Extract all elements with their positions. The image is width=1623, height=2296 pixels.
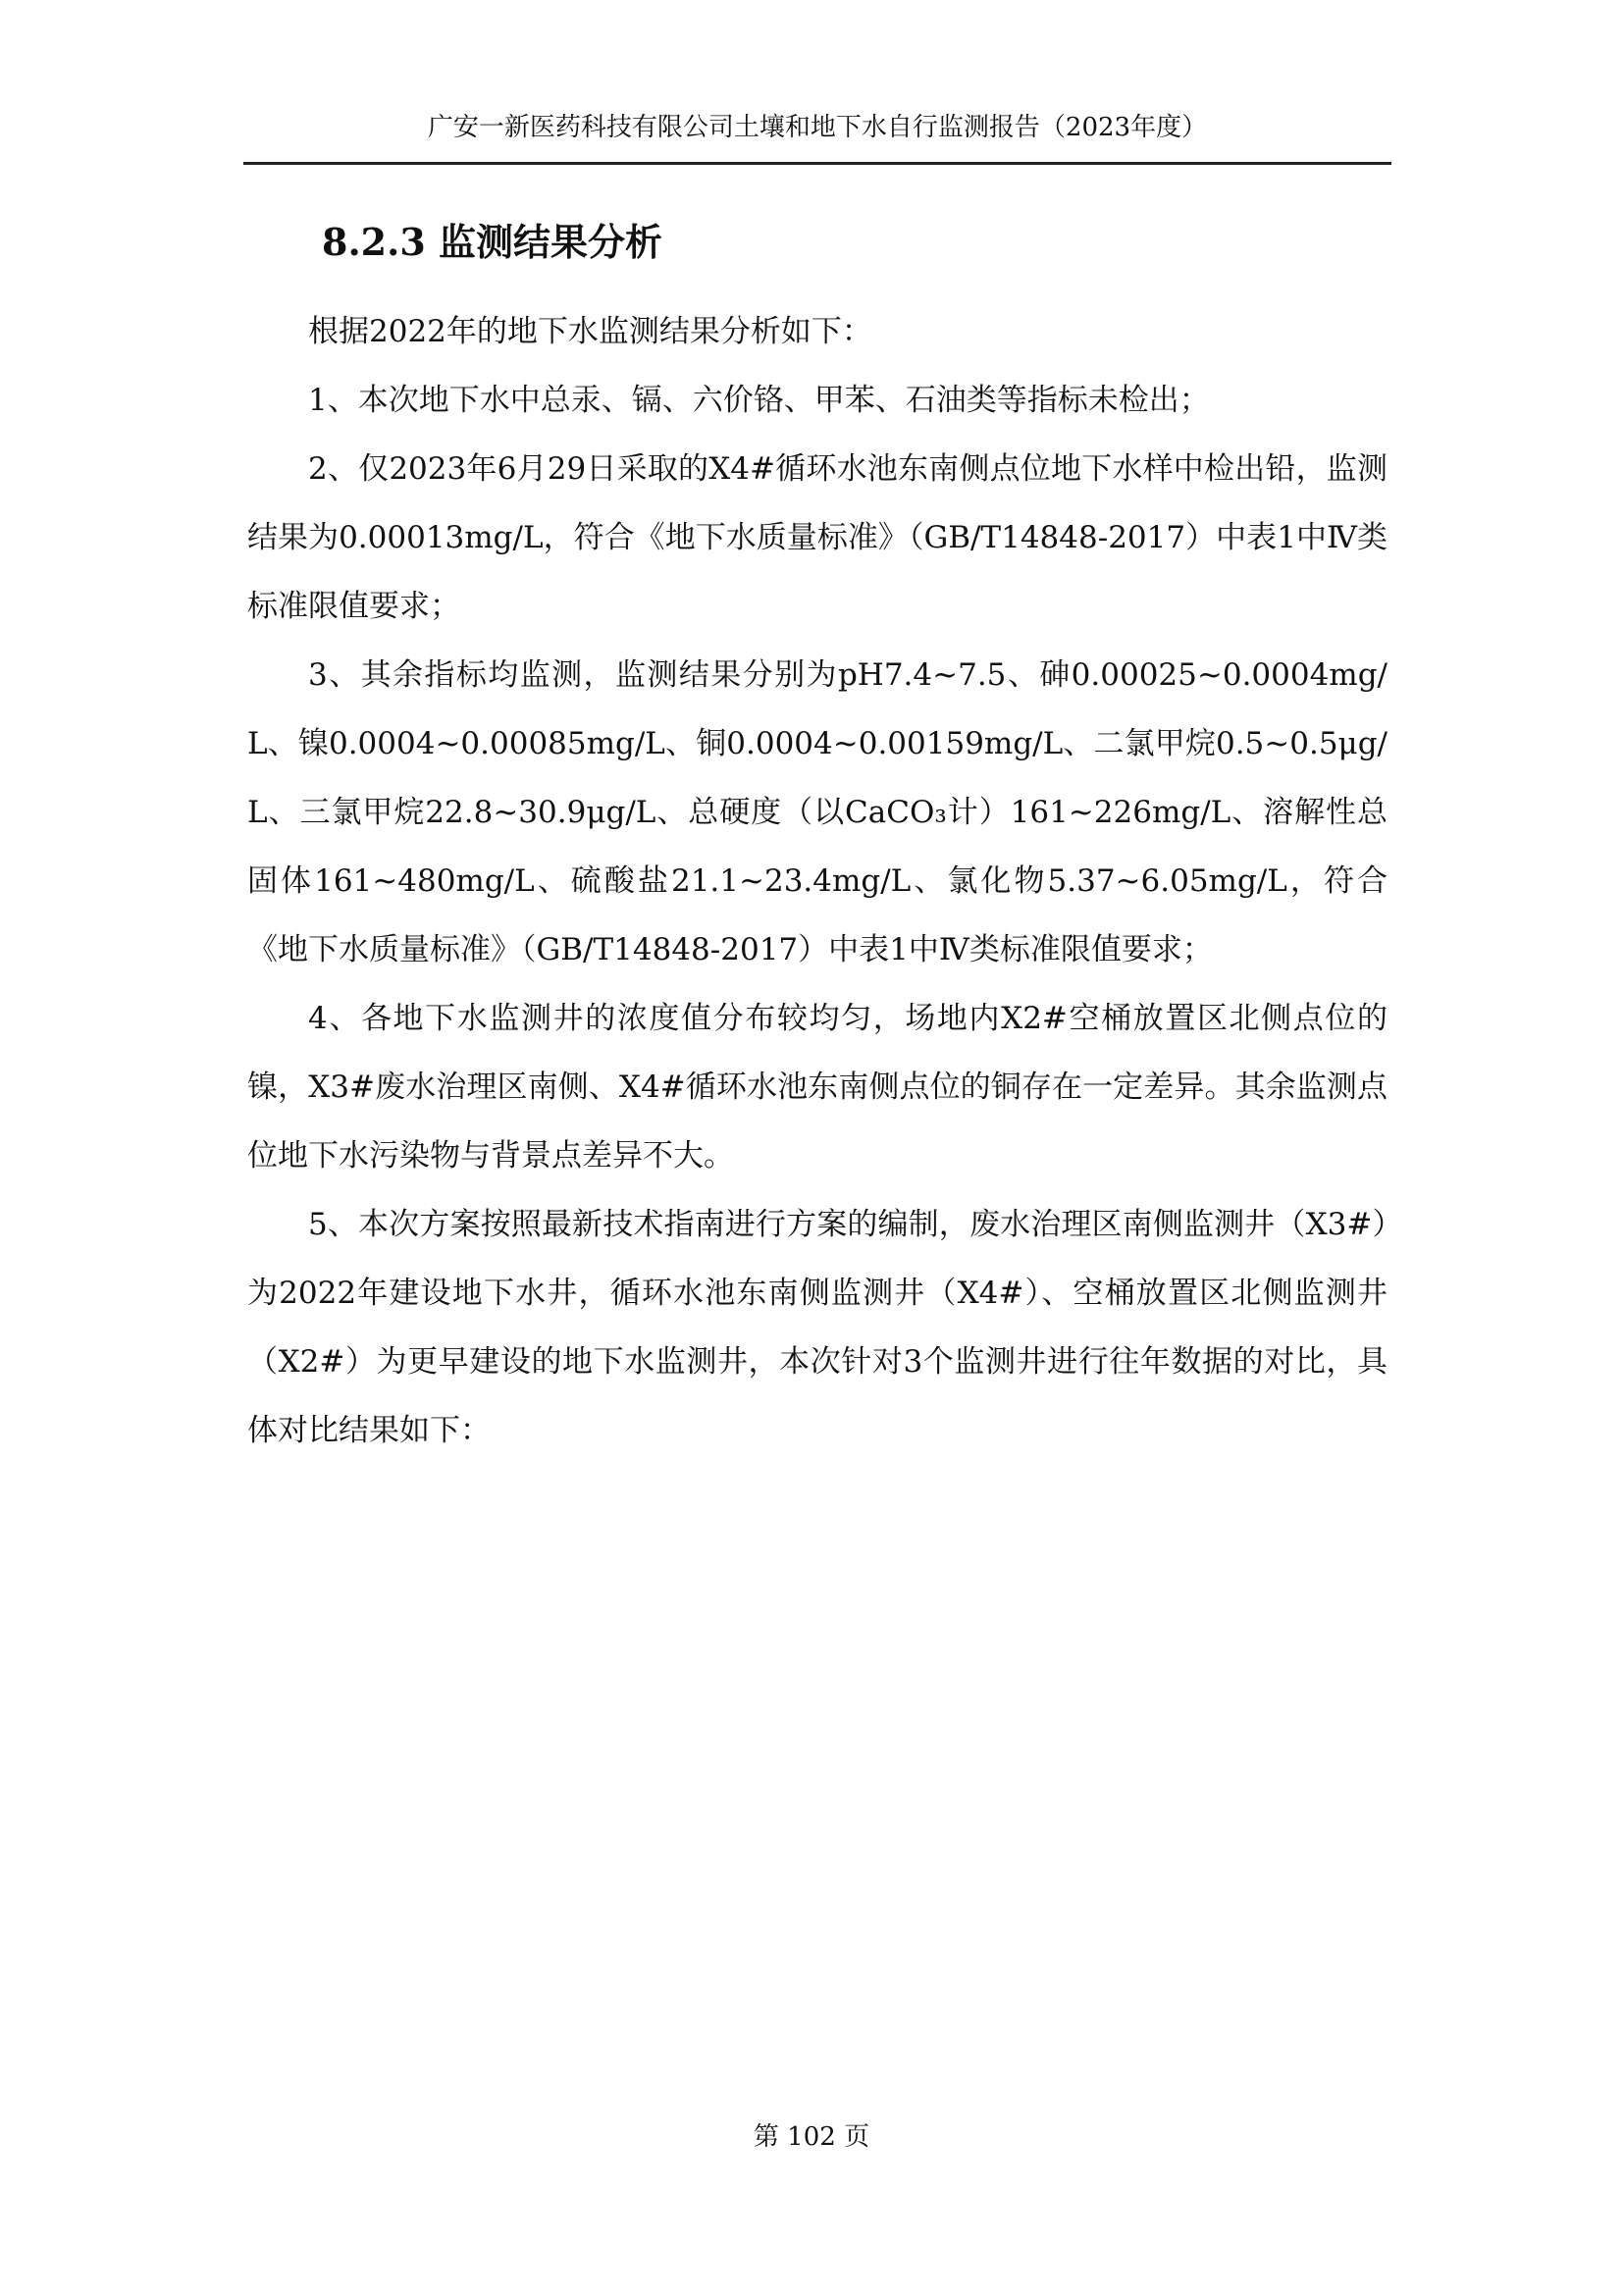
paragraph-item-5: 5、本次方案按照最新技术指南进行方案的编制，废水治理区南侧监测井（X3#）为2022年建设地下水井，循环水池东南侧监测井（X4#）、空桶放置区北侧监测井（X2#）为更早建设的地下水监测井，本次针对3个监测井进行往年数据的对比，具体对比结果如下：	[247, 1207, 1387, 1448]
paragraph-item-4: 4、各地下水监测井的浓度值分布较均匀，场地内X2#空桶放置区北侧点位的镍，X3#废水治理区南侧、X4#循环水池东南侧点位的铜存在一定差异。其余监测点位地下水污染物与背景点差异不大。	[247, 1001, 1387, 1174]
section-heading: 8.2.3 监测结果分析	[322, 220, 663, 264]
paragraph-item-2: 2、仅2023年6月29日采取的X4#循环水池东南侧点位地下水样中检出铅，监测结果为0.00013mg/L，符合《地下水质量标准》（GB/T14848-2017）中表1中Ⅳ类标准限值要求；	[247, 451, 1387, 624]
page-header: 广安一新医药科技有限公司土壤和地下水自行监测报告（2023年度）	[427, 113, 1208, 142]
page-number: 第 102 页	[753, 2122, 870, 2152]
paragraph-item-1: 1、本次地下水中总汞、镉、六价铬、甲苯、石油类等指标未检出；	[308, 383, 1210, 418]
paragraph-intro: 根据2022年的地下水监测结果分析如下：	[308, 314, 872, 349]
body-content	[247, 297, 1387, 1465]
header-divider	[243, 162, 1391, 165]
paragraph-item-3: 3、其余指标均监测，监测结果分别为pH7.4~7.5、砷0.00025~0.0004mg/L、镍0.0004~0.00085mg/L、铜0.0004~0.00159mg/L、二氯甲烷0.5~0.5μg/L、三氯甲烷22.8~30.9μg/L、总硬度（以CaCO₃计）161~226mg/L、溶解性总固体161~480mg/L、硫酸盐21.1~23.4mg/L、氯化物5.37~6.05mg/L，符合《地下水质量标准》（GB/T14848-2017）中表1中Ⅳ类标准限值要求；	[247, 657, 1387, 967]
